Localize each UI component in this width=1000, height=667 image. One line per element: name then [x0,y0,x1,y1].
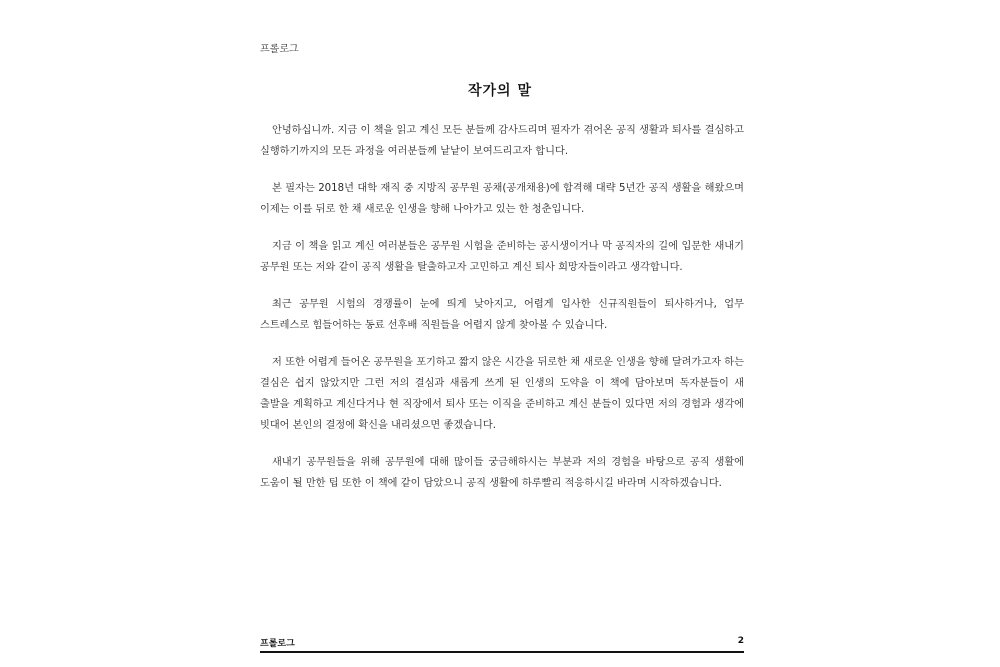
page-footer [260,636,744,650]
paragraph: 최근 공무원 시험의 경쟁률이 눈에 띄게 낮아지고, 어렵게 입사한 신규직원들이 퇴사하거나, 업무 스트레스로 힘들어하는 동료 선후배 직원들을 어렵지 않게 찾아볼 수 있습니다. [260,299,744,331]
page-number: 2 [737,636,744,646]
paragraph: 본 필자는 2018년 대학 재직 중 지방직 공무원 공채(공개채용)에 합격해 대략 5년간 공직 생활을 해왔으며 이제는 이를 뒤로 한 채 새로운 인생을 향해 나아가고 있는 한 청춘입니다. [260,183,744,215]
running-head: 프롤로그 [260,44,299,55]
paragraph: 지금 이 책을 읽고 계신 여러분들은 공무원 시험을 준비하는 공시생이거나 막 공직자의 길에 입문한 새내기 공무원 또는 저와 같이 공직 생활을 탈출하고자 고민하고 계신 퇴사 희망자들이라고 생각합니다. [260,241,744,273]
paragraph: 안녕하십니까. 지금 이 책을 읽고 계신 모든 분들께 감사드리며 필자가 겪어온 공직 생활과 퇴사를 결심하고 실행하기까지의 모든 과정을 여러분들께 낱낱이 보여드리고자 합니다. [260,125,744,157]
footer-rule [260,651,744,653]
page-title: 작가의 말 [468,83,532,99]
paragraph: 저 또한 어렵게 들어온 공무원을 포기하고 짧지 않은 시간을 뒤로한 채 새로운 인생을 향해 달려가고자 하는 결심은 쉽지 않았지만 그런 저의 결심과 새롭게 쓰게 된 인생의 도약을 이 책에 담아보며 독자분들이 새 출발을 계획하고 계신다거나 현 직장에서 퇴사 또는 이직을 준비하고 계신 분들이 있다면 저의 경험과 생각에 빗대어 본인의 결정에 확신을 내리셨으면 좋겠습니다. [260,357,744,431]
footer-label: 프롤로그 [260,639,295,649]
body-text [260,120,744,510]
paragraph: 새내기 공무원들을 위해 공무원에 대해 많이들 궁금해하시는 부분과 저의 경험을 바탕으로 공직 생활에 도움이 될 만한 팁 또한 이 책에 같이 담았으니 공직 생활에 하루빨리 적응하시길 바라며 시작하겠습니다. [260,457,744,489]
